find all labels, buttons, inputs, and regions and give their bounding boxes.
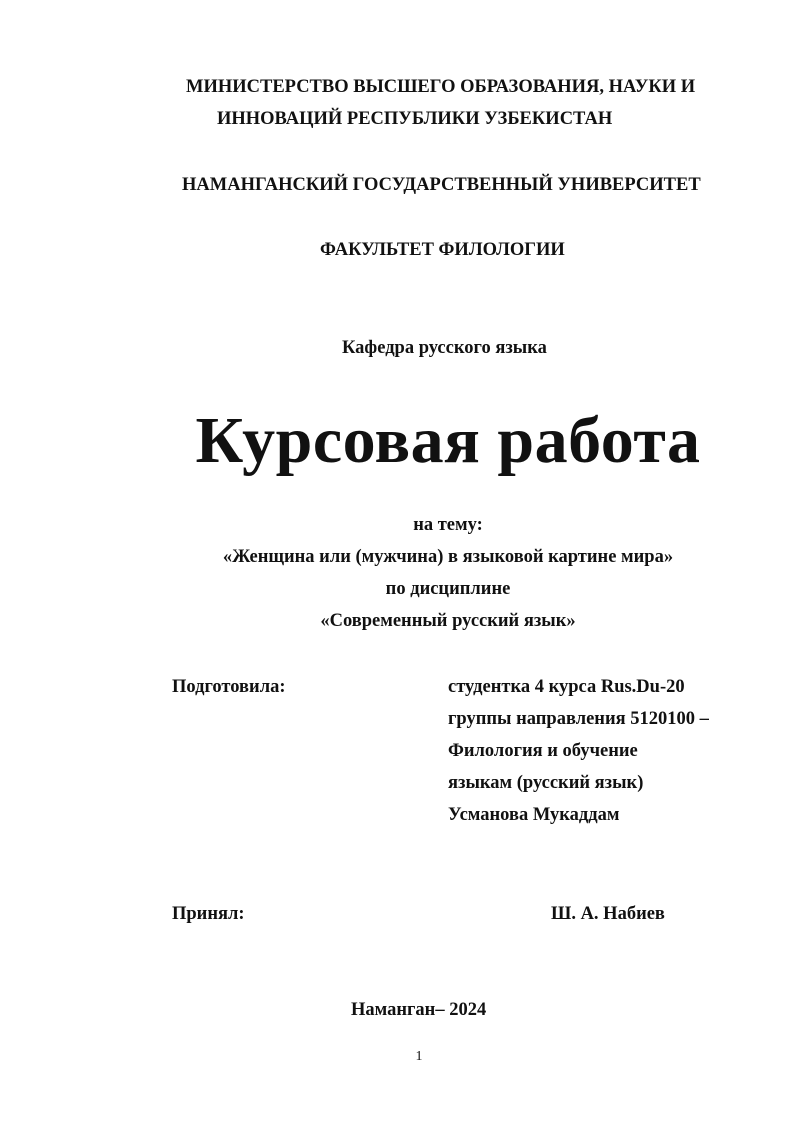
student-name: Усманова Мукаддам xyxy=(448,805,620,825)
university-name: НАМАНГАНСКИЙ ГОСУДАРСТВЕННЫЙ УНИВЕРСИТЕТ xyxy=(182,175,701,195)
accepted-by-label: Принял: xyxy=(172,904,245,924)
department-name: Кафедра русского языка xyxy=(342,338,547,358)
topic-label: на тему: xyxy=(413,515,483,535)
discipline-value: «Современный русский язык» xyxy=(320,611,576,631)
prepared-by-label: Подготовила: xyxy=(172,677,286,697)
document-title: Курсовая работа xyxy=(195,404,701,477)
ministry-line-1: МИНИСТЕРСТВО ВЫСШЕГО ОБРАЗОВАНИЯ, НАУКИ И xyxy=(186,77,696,97)
prepared-by-line: студентка 4 курса Rus.Du-20 xyxy=(448,677,685,697)
discipline-label: по дисциплине xyxy=(385,579,511,599)
ministry-line-2: ИННОВАЦИЙ РЕСПУБЛИКИ УЗБЕКИСТАН xyxy=(217,109,613,129)
city-year: Наманган– 2024 xyxy=(351,1000,487,1020)
page-number: 1 xyxy=(415,1049,423,1064)
prepared-by-line: языкам (русский язык) xyxy=(448,773,644,793)
faculty-name: ФАКУЛЬТЕТ ФИЛОЛОГИИ xyxy=(320,240,565,260)
topic-value: «Женщина или (мужчина) в языковой картине мира» xyxy=(222,547,674,567)
prepared-by-line: группы направления 5120100 – xyxy=(448,709,709,729)
supervisor-name: Ш. А. Набиев xyxy=(551,904,665,924)
prepared-by-line: Филология и обучение xyxy=(448,741,638,761)
